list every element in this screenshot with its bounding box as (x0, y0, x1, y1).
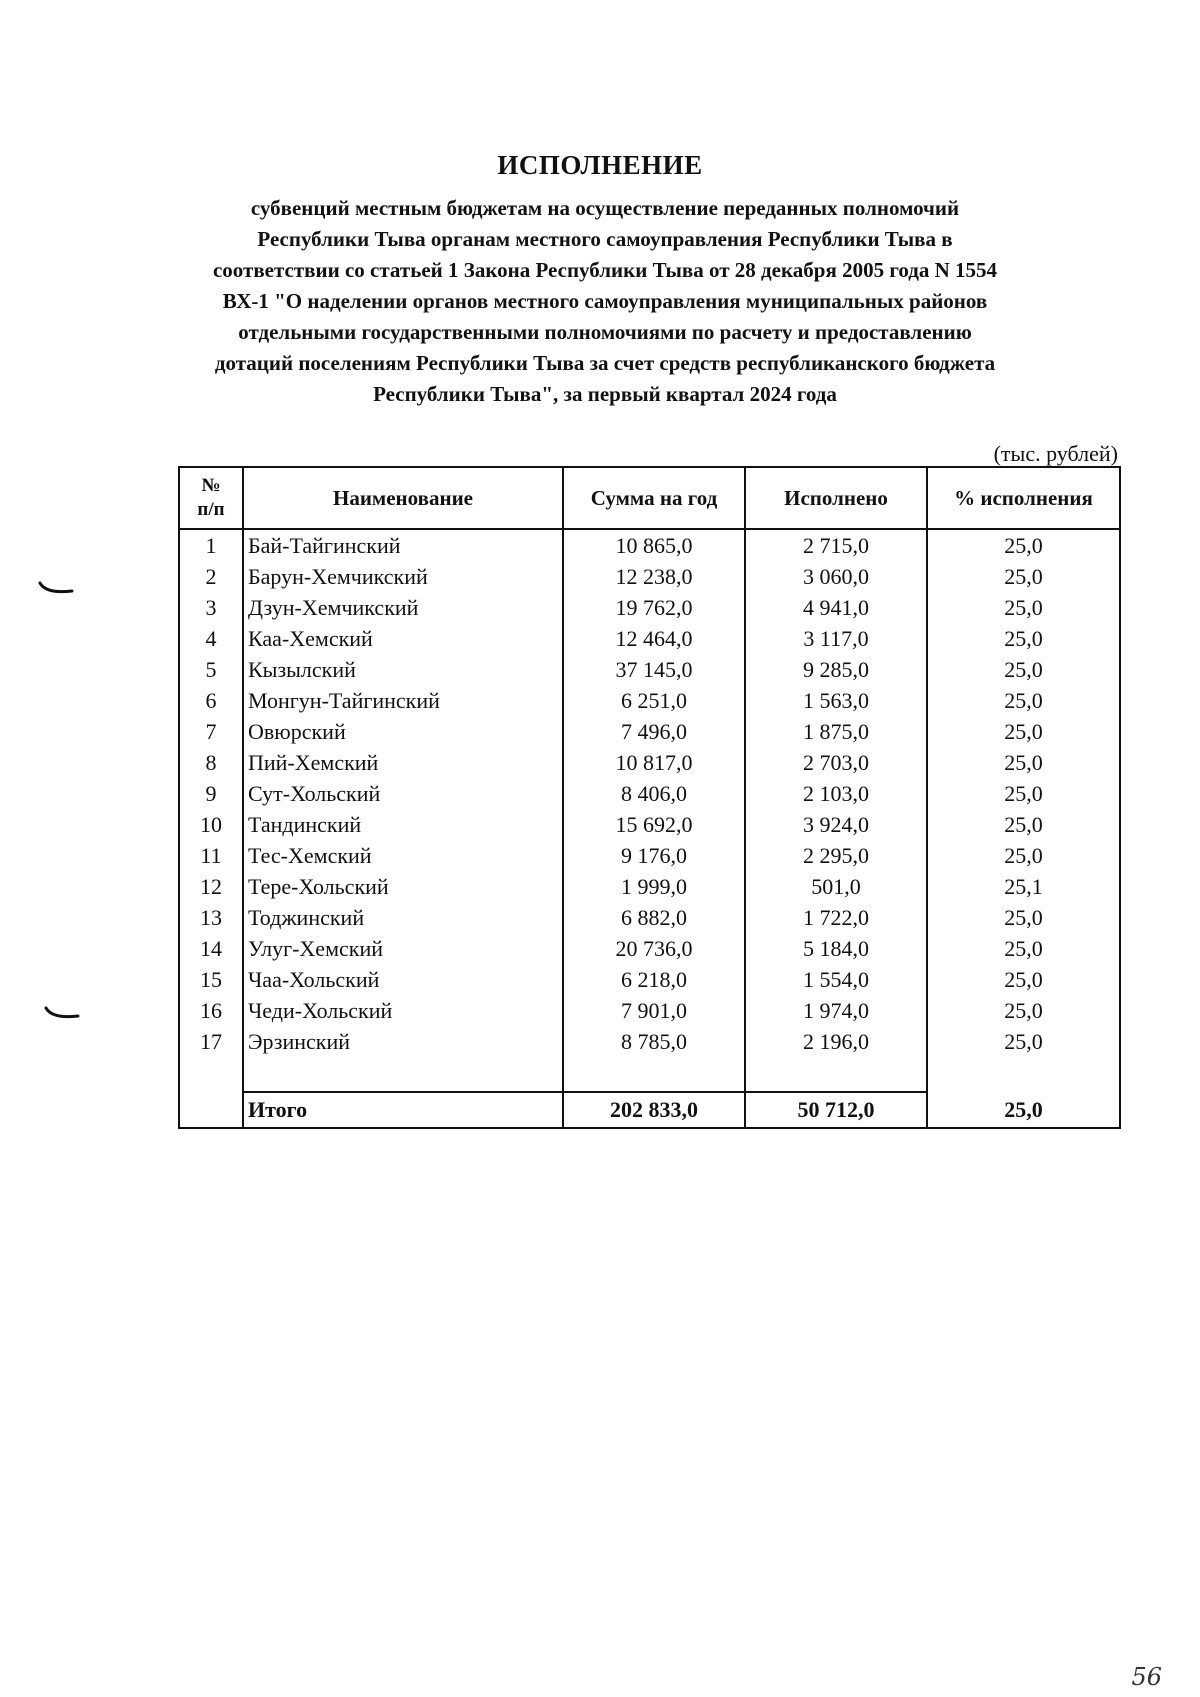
subtitle-line: ВХ-1 "О наделении органов местного самоуправления муниципальных районов (222, 289, 988, 313)
table-row (179, 809, 1120, 840)
document-title: ИСПОЛНЕНИЕ (497, 150, 703, 180)
execution-percent: 25,0 (927, 685, 1120, 716)
executed-sum: 2 295,0 (745, 840, 927, 871)
annual-sum: 19 762,0 (563, 592, 745, 623)
annual-sum: 6 251,0 (563, 685, 745, 716)
units-label: (тыс. рублей) (993, 441, 1118, 466)
executed-sum: 2 103,0 (745, 778, 927, 809)
executed-sum: 9 285,0 (745, 654, 927, 685)
margin-pen-mark (38, 580, 74, 598)
annual-sum: 20 736,0 (563, 933, 745, 964)
annual-sum: 10 865,0 (563, 529, 745, 561)
table-body (179, 529, 1120, 1128)
subtitle-line: дотаций поселениям Республики Тыва за счет средств республиканского бюджета (214, 351, 996, 375)
row-number: 6 (179, 685, 243, 716)
table-row (179, 871, 1120, 902)
execution-percent: 25,0 (927, 902, 1120, 933)
table-row (179, 964, 1120, 995)
table-row (179, 840, 1120, 871)
table-header (179, 467, 1120, 529)
execution-percent: 25,1 (927, 871, 1120, 902)
row-number: 11 (179, 840, 243, 871)
executed-sum: 5 184,0 (745, 933, 927, 964)
executed-sum: 1 563,0 (745, 685, 927, 716)
table-row (179, 529, 1120, 561)
district-name: Дзун-Хемчикский (243, 592, 563, 623)
row-number: 8 (179, 747, 243, 778)
executed-sum: 2 196,0 (745, 1026, 927, 1057)
header-number-line1: № (201, 475, 221, 496)
row-number: 3 (179, 592, 243, 623)
header-done: Исполнено (745, 467, 927, 529)
row-number: 10 (179, 809, 243, 840)
table-row (179, 933, 1120, 964)
district-name: Чаа-Хольский (243, 964, 563, 995)
margin-pen-mark (44, 1005, 80, 1023)
executed-sum: 1 875,0 (745, 716, 927, 747)
executed-sum: 3 060,0 (745, 561, 927, 592)
execution-percent: 25,0 (927, 716, 1120, 747)
district-name: Тоджинский (243, 902, 563, 933)
execution-percent: 25,0 (927, 933, 1120, 964)
row-number: 5 (179, 654, 243, 685)
execution-percent: 25,0 (927, 1026, 1120, 1057)
spacer-row (179, 1057, 1120, 1092)
total-label: Итого (243, 1092, 563, 1128)
row-number: 17 (179, 1026, 243, 1057)
subtitle-line: отдельными государственными полномочиями по расчету и предоставлению (238, 320, 972, 344)
table-row (179, 561, 1120, 592)
row-number: 12 (179, 871, 243, 902)
execution-percent: 25,0 (927, 623, 1120, 654)
subtitle-line: Республики Тыва", за первый квартал 2024 года (373, 382, 837, 406)
execution-percent: 25,0 (927, 995, 1120, 1026)
annual-sum: 8 785,0 (563, 1026, 745, 1057)
executed-sum: 1 722,0 (745, 902, 927, 933)
header-percent: % исполнения (927, 467, 1120, 529)
district-name: Сут-Хольский (243, 778, 563, 809)
execution-percent: 25,0 (927, 529, 1120, 561)
district-name: Монгун-Тайгинский (243, 685, 563, 716)
total-percent: 25,0 (927, 1092, 1120, 1128)
executed-sum: 3 924,0 (745, 809, 927, 840)
row-number: 9 (179, 778, 243, 809)
annual-sum: 8 406,0 (563, 778, 745, 809)
row-number: 14 (179, 933, 243, 964)
district-name: Барун-Хемчикский (243, 561, 563, 592)
document-subtitle (175, 193, 1035, 410)
execution-percent: 25,0 (927, 964, 1120, 995)
table-row (179, 778, 1120, 809)
total-number-cell (179, 1092, 243, 1128)
executed-sum: 2 703,0 (745, 747, 927, 778)
district-name: Каа-Хемский (243, 623, 563, 654)
table-row (179, 592, 1120, 623)
execution-percent: 25,0 (927, 592, 1120, 623)
executed-sum: 1 974,0 (745, 995, 927, 1026)
annual-sum: 37 145,0 (563, 654, 745, 685)
total-sum: 202 833,0 (563, 1092, 745, 1128)
district-name: Бай-Тайгинский (243, 529, 563, 561)
district-name: Тере-Хольский (243, 871, 563, 902)
execution-percent: 25,0 (927, 840, 1120, 871)
table-row (179, 995, 1120, 1026)
execution-percent: 25,0 (927, 561, 1120, 592)
execution-percent: 25,0 (927, 778, 1120, 809)
subtitle-line: соответствии со статьей 1 Закона Республики Тыва от 28 декабря 2005 года N 1554 (212, 258, 998, 282)
total-done: 50 712,0 (745, 1092, 927, 1128)
table-row (179, 1026, 1120, 1057)
header-sum: Сумма на год (563, 467, 745, 529)
row-number: 1 (179, 529, 243, 561)
subtitle-line: Республики Тыва органам местного самоуправления Республики Тыва в (257, 227, 953, 251)
executed-sum: 1 554,0 (745, 964, 927, 995)
annual-sum: 9 176,0 (563, 840, 745, 871)
row-number: 15 (179, 964, 243, 995)
row-number: 4 (179, 623, 243, 654)
annual-sum: 12 464,0 (563, 623, 745, 654)
annual-sum: 6 218,0 (563, 964, 745, 995)
district-name: Тес-Хемский (243, 840, 563, 871)
executed-sum: 2 715,0 (745, 529, 927, 561)
row-number: 2 (179, 561, 243, 592)
annual-sum: 1 999,0 (563, 871, 745, 902)
row-number: 13 (179, 902, 243, 933)
page-number: 56 (1131, 1663, 1162, 1691)
row-number: 16 (179, 995, 243, 1026)
table-row (179, 623, 1120, 654)
annual-sum: 10 817,0 (563, 747, 745, 778)
table-row (179, 716, 1120, 747)
annual-sum: 12 238,0 (563, 561, 745, 592)
district-name: Эрзинский (243, 1026, 563, 1057)
executed-sum: 3 117,0 (745, 623, 927, 654)
header-number (179, 467, 243, 529)
header-name: Наименование (243, 467, 563, 529)
table-row (179, 902, 1120, 933)
district-name: Тандинский (243, 809, 563, 840)
executed-sum: 4 941,0 (745, 592, 927, 623)
table-row (179, 654, 1120, 685)
execution-percent: 25,0 (927, 654, 1120, 685)
district-name: Улуг-Хемский (243, 933, 563, 964)
total-row (179, 1092, 1120, 1128)
table-row (179, 747, 1120, 778)
row-number: 7 (179, 716, 243, 747)
district-name: Овюрский (243, 716, 563, 747)
execution-percent: 25,0 (927, 809, 1120, 840)
district-name: Кызылский (243, 654, 563, 685)
annual-sum: 7 901,0 (563, 995, 745, 1026)
execution-table (178, 466, 1121, 1129)
annual-sum: 7 496,0 (563, 716, 745, 747)
execution-percent: 25,0 (927, 747, 1120, 778)
district-name: Чеди-Хольский (243, 995, 563, 1026)
district-name: Пий-Хемский (243, 747, 563, 778)
annual-sum: 6 882,0 (563, 902, 745, 933)
header-number-line2: п/п (197, 499, 225, 520)
subtitle-line: субвенций местным бюджетам на осуществление переданных полномочий (250, 196, 960, 220)
executed-sum: 501,0 (745, 871, 927, 902)
header-row (179, 467, 1120, 529)
table-row (179, 685, 1120, 716)
annual-sum: 15 692,0 (563, 809, 745, 840)
